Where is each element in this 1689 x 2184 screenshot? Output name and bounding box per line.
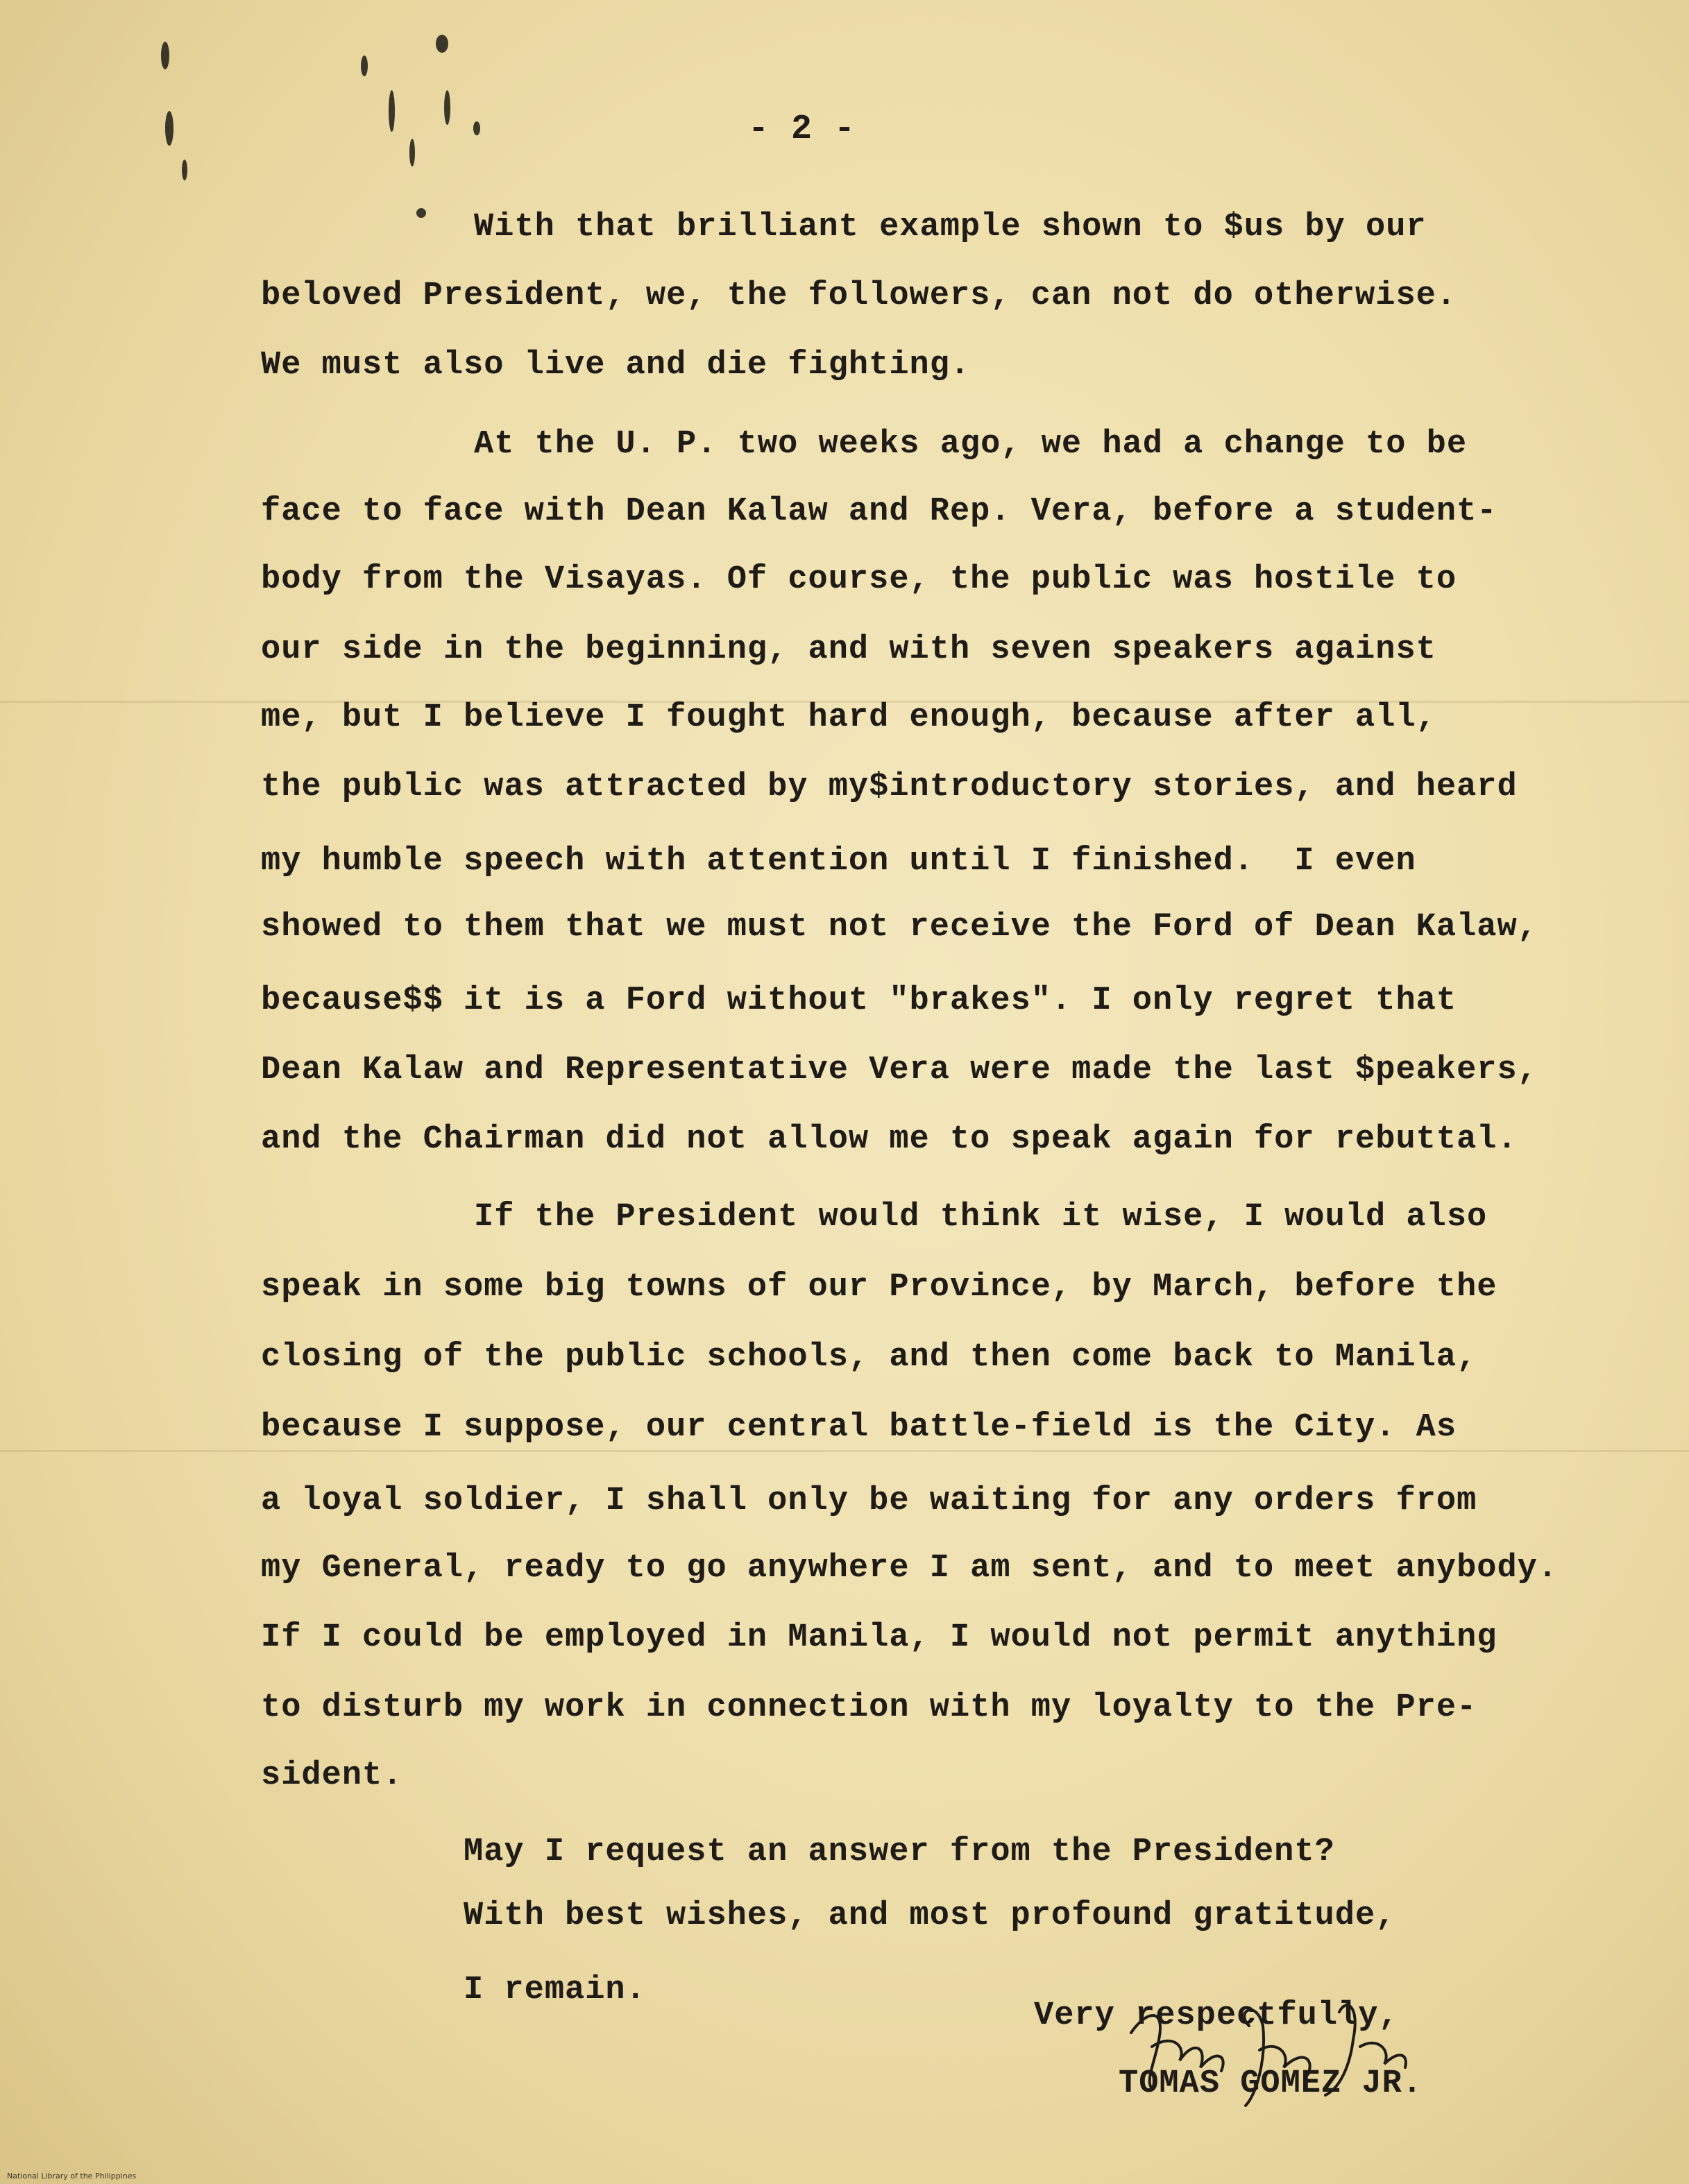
body-line: my General, ready to go anywhere I am sent, and to meet anybody. <box>261 1550 1559 1587</box>
body-line: our side in the beginning, and with seven speakers against <box>261 631 1436 668</box>
signatory-name: TOMAS GOMEZ JR. <box>1119 2065 1423 2102</box>
body-line: the public was attracted by my$introductory stories, and heard <box>261 769 1518 805</box>
body-line: because$$ it is a Ford without "brakes". I only regret that <box>261 982 1457 1019</box>
body-line: a loyal soldier, I shall only be waiting for any orders from <box>261 1483 1477 1519</box>
paper-crease <box>0 1450 1689 1452</box>
body-line: At the U. P. two weeks ago, we had a change to be <box>474 426 1468 463</box>
body-line: closing of the public schools, and then come back to Manila, <box>261 1339 1477 1376</box>
body-line: beloved President, we, the followers, can not do otherwise. <box>261 278 1457 314</box>
body-line: showed to them that we must not receive the Ford of Dean Kalaw, <box>261 909 1538 946</box>
body-line: my humble speech with attention until I finished. I even <box>261 843 1416 880</box>
body-line: sident. <box>261 1757 403 1794</box>
body-line: I remain. <box>464 1972 646 2008</box>
closing: Very respectfully, <box>1034 1997 1399 2034</box>
body-line: If I could be employed in Manila, I would not permit anything <box>261 1619 1497 1656</box>
page-number: - 2 - <box>748 110 856 149</box>
body-line: If the President would think it wise, I would also <box>474 1199 1488 1236</box>
body-line: speak in some big towns of our Province, by March, before the <box>261 1269 1497 1306</box>
body-line: face to face with Dean Kalaw and Rep. Vera, before a student- <box>261 493 1497 530</box>
body-line: Dean Kalaw and Representative Vera were made the last $peakers, <box>261 1052 1538 1089</box>
archive-credit: National Library of the Philippines <box>7 2172 137 2181</box>
body-line: With that brilliant example shown to $us by our <box>474 209 1427 246</box>
body-line: because I suppose, our central battle-field is the City. As <box>261 1409 1457 1446</box>
body-line: me, but I believe I fought hard enough, because after all, <box>261 699 1436 736</box>
body-line: We must also live and die fighting. <box>261 347 971 384</box>
body-line: to disturb my work in connection with my loyalty to the Pre- <box>261 1689 1477 1726</box>
body-line: body from the Visayas. Of course, the public was hostile to <box>261 561 1457 598</box>
body-line: May I request an answer from the President? <box>464 1834 1335 1870</box>
body-line: and the Chairman did not allow me to speak again for rebuttal. <box>261 1121 1518 1158</box>
body-line: With best wishes, and most profound gratitude, <box>464 1897 1396 1934</box>
